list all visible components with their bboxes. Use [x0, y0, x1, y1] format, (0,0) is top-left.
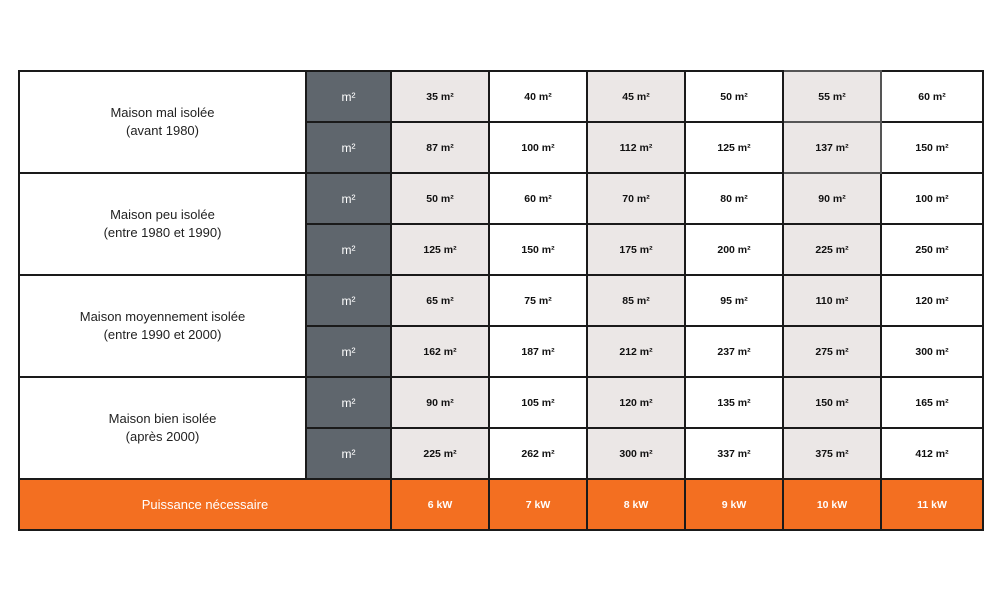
surface-value-cell: 337 m²	[685, 428, 783, 479]
surface-value-cell: 225 m²	[783, 224, 881, 275]
unit-cell: m²	[306, 326, 391, 377]
house-type-title: Maison mal isolée	[110, 105, 215, 120]
surface-value-cell: 300 m²	[881, 326, 983, 377]
surface-value-cell: 275 m²	[783, 326, 881, 377]
surface-value-cell: 150 m²	[881, 122, 983, 173]
surface-value-cell: 60 m²	[489, 173, 587, 224]
surface-value-cell: 105 m²	[489, 377, 587, 428]
surface-value-cell: 85 m²	[587, 275, 685, 326]
surface-value-cell: 80 m²	[685, 173, 783, 224]
house-type-period: (après 2000)	[125, 429, 200, 444]
surface-value-cell: 200 m²	[685, 224, 783, 275]
house-type-label	[19, 377, 306, 479]
unit-cell: m²	[306, 173, 391, 224]
house-type-title: Maison bien isolée	[108, 411, 217, 426]
power-footer-label: Puissance nécessaire	[19, 479, 391, 530]
surface-value-cell: 40 m²	[489, 71, 587, 122]
house-type-title: Maison moyennement isolée	[79, 309, 246, 324]
surface-value-cell: 120 m²	[587, 377, 685, 428]
surface-value-cell: 65 m²	[391, 275, 489, 326]
table-row	[19, 71, 983, 122]
house-type-label	[19, 71, 306, 173]
surface-value-cell: 100 m²	[489, 122, 587, 173]
house-type-label	[19, 173, 306, 275]
unit-cell: m²	[306, 428, 391, 479]
table-row	[19, 377, 983, 428]
surface-value-cell: 125 m²	[391, 224, 489, 275]
surface-value-cell: 112 m²	[587, 122, 685, 173]
power-value-cell: 10 kW	[783, 479, 881, 530]
power-value-cell: 8 kW	[587, 479, 685, 530]
table-row	[19, 173, 983, 224]
surface-value-cell: 225 m²	[391, 428, 489, 479]
surface-value-cell: 412 m²	[881, 428, 983, 479]
unit-cell: m²	[306, 275, 391, 326]
surface-value-cell: 137 m²	[783, 122, 881, 173]
surface-value-cell: 60 m²	[881, 71, 983, 122]
house-type-period: (entre 1990 et 2000)	[103, 327, 222, 342]
surface-value-cell: 162 m²	[391, 326, 489, 377]
power-value-cell: 7 kW	[489, 479, 587, 530]
power-value-cell: 6 kW	[391, 479, 489, 530]
house-type-period: (avant 1980)	[126, 123, 199, 138]
table-row	[19, 275, 983, 326]
surface-value-cell: 300 m²	[587, 428, 685, 479]
surface-value-cell: 187 m²	[489, 326, 587, 377]
surface-value-cell: 212 m²	[587, 326, 685, 377]
surface-value-cell: 50 m²	[685, 71, 783, 122]
surface-value-cell: 50 m²	[391, 173, 489, 224]
surface-value-cell: 87 m²	[391, 122, 489, 173]
surface-value-cell: 237 m²	[685, 326, 783, 377]
unit-cell: m²	[306, 122, 391, 173]
surface-value-cell: 90 m²	[783, 173, 881, 224]
power-value-cell: 9 kW	[685, 479, 783, 530]
surface-value-cell: 165 m²	[881, 377, 983, 428]
power-value-cell: 11 kW	[881, 479, 983, 530]
surface-value-cell: 100 m²	[881, 173, 983, 224]
unit-cell: m²	[306, 224, 391, 275]
surface-value-cell: 125 m²	[685, 122, 783, 173]
surface-value-cell: 262 m²	[489, 428, 587, 479]
surface-value-cell: 150 m²	[489, 224, 587, 275]
surface-value-cell: 55 m²	[783, 71, 881, 122]
house-type-title: Maison peu isolée	[110, 207, 215, 222]
surface-value-cell: 95 m²	[685, 275, 783, 326]
unit-cell: m²	[306, 71, 391, 122]
house-type-period: (entre 1980 et 1990)	[103, 225, 222, 240]
surface-value-cell: 150 m²	[783, 377, 881, 428]
table-body	[19, 71, 983, 530]
surface-value-cell: 70 m²	[587, 173, 685, 224]
surface-value-cell: 45 m²	[587, 71, 685, 122]
surface-value-cell: 375 m²	[783, 428, 881, 479]
heating-power-table	[18, 70, 984, 531]
surface-value-cell: 110 m²	[783, 275, 881, 326]
surface-value-cell: 135 m²	[685, 377, 783, 428]
house-type-label	[19, 275, 306, 377]
surface-value-cell: 250 m²	[881, 224, 983, 275]
surface-value-cell: 35 m²	[391, 71, 489, 122]
unit-cell: m²	[306, 377, 391, 428]
power-footer-row	[19, 479, 983, 530]
surface-value-cell: 75 m²	[489, 275, 587, 326]
surface-value-cell: 175 m²	[587, 224, 685, 275]
surface-value-cell: 120 m²	[881, 275, 983, 326]
surface-value-cell: 90 m²	[391, 377, 489, 428]
